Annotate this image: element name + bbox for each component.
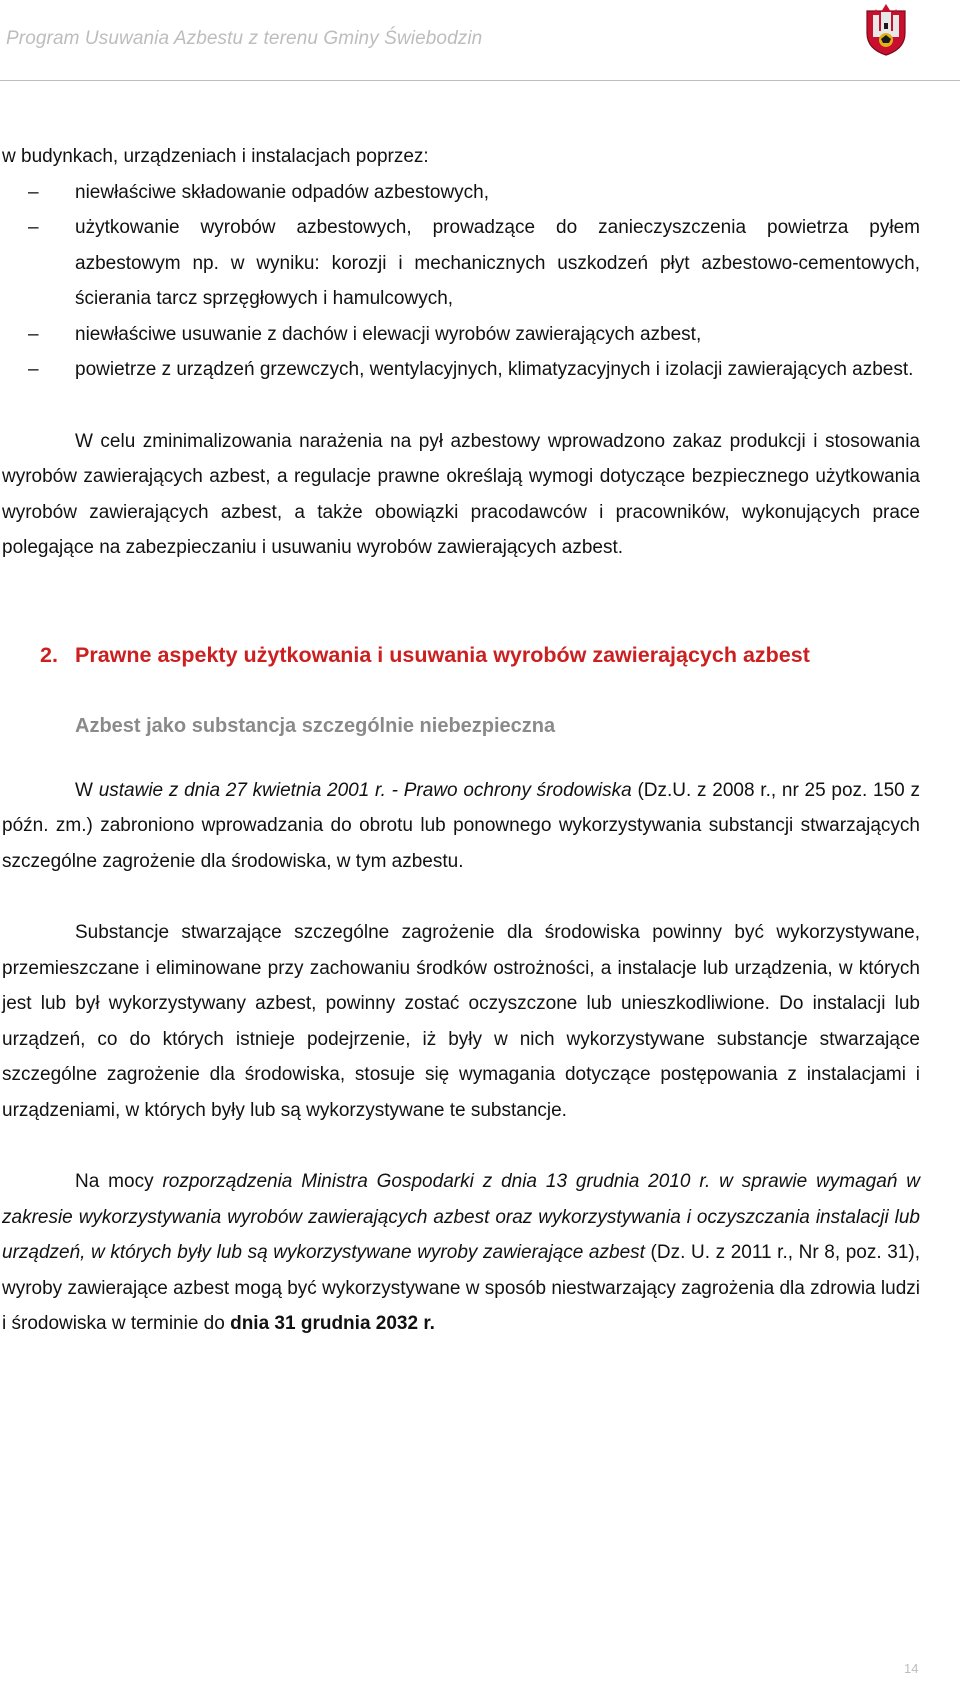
dash-icon: –: [28, 359, 39, 380]
list-item: [2, 210, 920, 317]
section-heading: [2, 638, 920, 673]
paragraph-environment-law: [2, 773, 920, 880]
dash-icon: –: [28, 323, 39, 345]
list-item-text: niewłaściwe usuwanie z dachów i elewacji wyrobów zawierających azbest,: [75, 323, 702, 345]
text-run: (Dz. U. z 2011 r., Nr 8, poz. 31), wyroby zawierające azbest mogą być wykorzystywane w sposób niestwarzający zagrożenia dla zdrowia ludzi i środowiska w terminie do: [2, 1242, 920, 1334]
dash-icon: –: [28, 181, 39, 203]
section-number: 2.: [40, 642, 58, 667]
section-title: Prawne aspekty użytkowania i usuwania wyrobów zawierających azbest: [75, 642, 810, 667]
coat-of-arms-icon: [864, 3, 908, 57]
deadline-date: dnia 31 grudnia 2032 r.: [230, 1313, 435, 1334]
text-run: (Dz.U. z 2008 r., nr 25 poz. 150 z późn. zm.) zabroniono wprowadzania do obrotu lub ponownego wykorzystywania substancji stwarzających szczególne zagrożenie dla środowiska, w tym azbestu.: [2, 779, 920, 872]
bullet-list: [2, 175, 920, 388]
law-citation: ustawie z dnia 27 kwietnia 2001 r. - Prawo ochrony środowiska: [98, 779, 632, 801]
list-item: [2, 352, 920, 388]
subheading: Azbest jako substancja szczególnie niebezpieczna: [75, 714, 556, 737]
dash-icon: –: [28, 217, 39, 238]
list-item-text: powietrze z urządzeń grzewczych, wentylacyjnych, klimatyzacyjnych i izolacji zawierających azbest.: [75, 359, 914, 380]
header-title: Program Usuwania Azbestu z terenu Gminy Świebodzin: [6, 28, 483, 49]
intro-line: w budynkach, urządzeniach i instalacjach poprzez:: [2, 146, 429, 167]
list-item-text: niewłaściwe składowanie odpadów azbestowych,: [75, 181, 490, 203]
regulation-citation: rozporządzenia Ministra Gospodarki z dnia 13 grudnia 2010 r. w sprawie wymagań w zakresie wykorzystywania wyrobów zawierających azbest oraz wykorzystywania i oczyszczania instalacji lub urządzeń, w których były lub są wykorzystywane wyroby zawierające azbest: [2, 1171, 920, 1263]
text-run: Na mocy: [75, 1171, 163, 1192]
paragraph-asbestos-ban: W celu zminimalizowania narażenia na pył azbestowy wprowadzono zakaz produkcji i stosowania wyrobów zawierających azbest, a regulacje prawne określają wymogi dotyczące bezpiecznego użytkowania wyrobów zawierających azbest, a także obowiązki pracodawców i pracowników, wykonujących prace polegające na zabezpieczaniu i usuwaniu wyrobów zawierających azbest.: [2, 430, 920, 558]
text-run: W: [75, 779, 99, 801]
paragraph-hazardous-substances: Substancje stwarzające szczególne zagrożenie dla środowiska powinny być wykorzystywane, przemieszczane i eliminowane przy zachowaniu środków ostrożności, a instalacje lub urządzenia, w których jest lub był wykorzystywany azbest, powinny zostać oczyszczone lub unieszkodliwione. Do instalacji lub urządzeń, co do których istnieje podejrzenie, iż były w nich wykorzystywane substancje stwarzające szczególne zagrożenie dla środowiska, stosuje się wymagania dotyczące postępowania z instalacjami i urządzeniami, w których były lub są wykorzystywane te substancje.: [2, 922, 920, 1121]
list-item: [2, 175, 920, 211]
list-item: [2, 317, 920, 353]
list-item-text: użytkowanie wyrobów azbestowych, prowadzące do zanieczyszczenia powietrza pyłem azbestowym np. w wyniku: korozji i mechanicznych uszkodzeń płyt azbestowo-cementowych, ścierania tarcz sprzęgłowych i hamulcowych,: [75, 217, 920, 309]
paragraph-regulation: [2, 1164, 920, 1342]
page-number: 14: [904, 1661, 919, 1676]
page-header: [0, 0, 960, 81]
page-content: [2, 139, 920, 1342]
